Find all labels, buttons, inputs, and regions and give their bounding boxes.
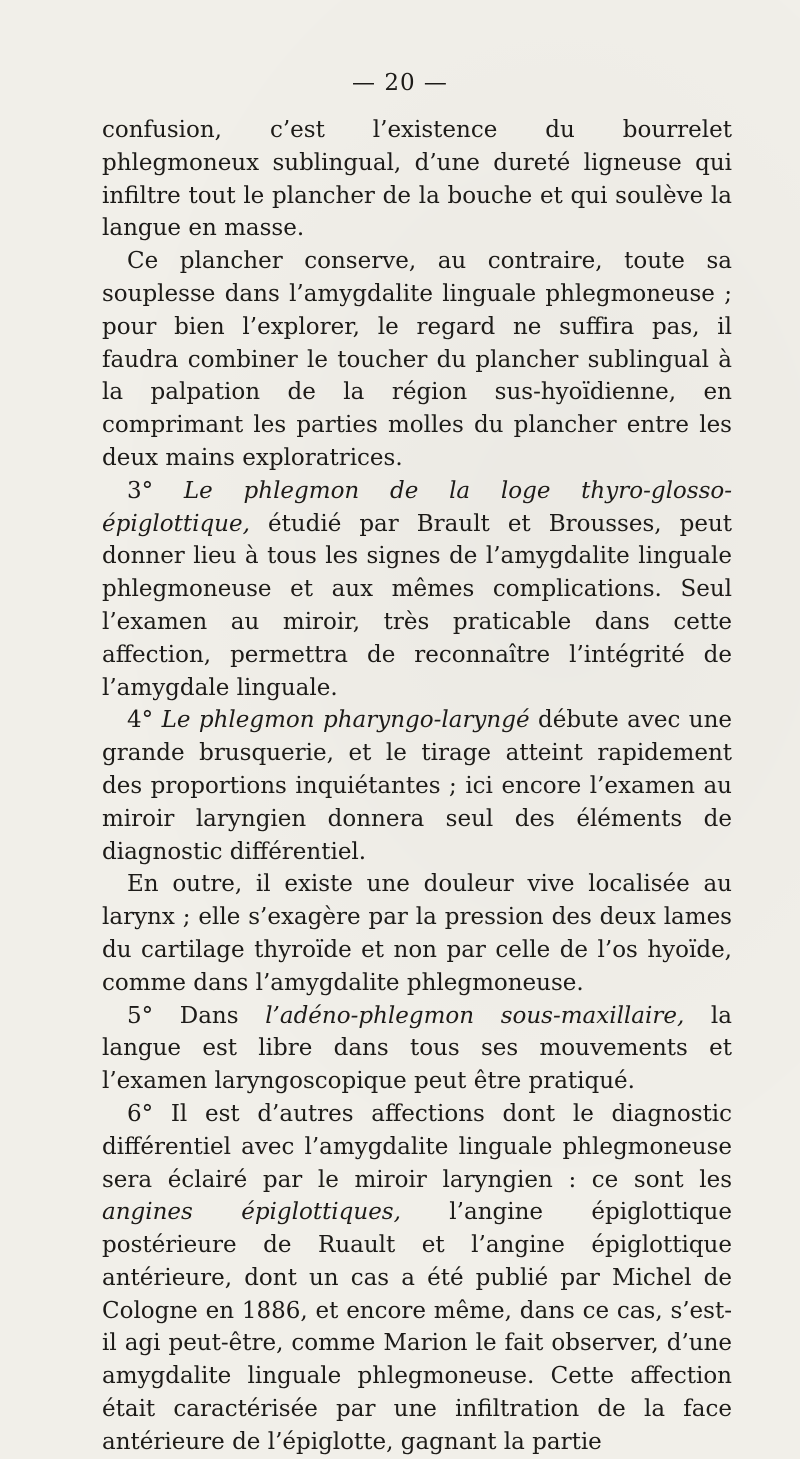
paragraph: [102, 1098, 732, 1459]
text-segment: 5° Dans: [127, 1002, 266, 1029]
body-text: [102, 114, 732, 1459]
paragraph: [102, 475, 732, 705]
text-segment: débute avec une grande brusquerie, et le tirage atteint rapidement des proportions inquiétantes ; ici encore l’examen au miroir laryngien donnera seul des éléments de diagnostic différentiel.: [102, 707, 732, 865]
text-segment: l’angine épiglottique postérieure de Ruault et l’angine épiglottique antérieure, dont un cas a été publié par Michel de Cologne en 1886, et encore même, dans ce cas, s’est-il agi peut-être, comme Marion le fait observer, d’une amygdalite linguale phlegmoneuse. Cette affection était caractérisée par une infiltration de la face antérieure de l’épiglotte, gagnant la partie: [102, 1199, 732, 1455]
text-segment: 6° Il est d’autres affections dont le diagnostic différentiel avec l’amygdalite linguale phlegmoneuse sera éclairé par le miroir laryngien : ce sont les: [102, 1100, 732, 1193]
text-segment: confusion, c’est l’existence du bourrelet phlegmoneux sublingual, d’une dureté ligneuse qui infiltre tout le plancher de la bouche et qui soulève la langue en masse.: [102, 117, 732, 242]
italic-text-segment: l’adéno-phlegmon sous-maxillaire,: [265, 1002, 685, 1029]
italic-text-segment: Le phlegmon de la loge thyro-glosso-épiglottique,: [102, 477, 732, 537]
paragraph: [102, 868, 732, 999]
text-segment: Ce plancher conserve, au contraire, toute sa souplesse dans l’amygdalite linguale phlegmoneuse ; pour bien l’explorer, le regard ne suffira pas, il faudra combiner le toucher du plancher sublingual à la palpation de la région sus-hyoïdienne, en comprimant les parties molles du plancher entre les deux mains exploratrices.: [102, 248, 732, 471]
text-segment: 4°: [127, 707, 162, 734]
text-segment: En outre, il existe une douleur vive localisée au larynx ; elle s’exagère par la pression des deux lames du cartilage thyroïde et non par celle de l’os hyoïde, comme dans l’amygdalite phlegmoneuse.: [102, 871, 732, 996]
paragraph: [102, 245, 732, 475]
paragraph: [102, 114, 732, 245]
text-segment: étudié par Brault et Brousses, peut donner lieu à tous les signes de l’amygdalite linguale phlegmoneuse et aux mêmes complications. Seul l’examen au miroir, très praticable dans cette affection, permettra de reconnaître l’intégrité de l’amygdale linguale.: [102, 510, 732, 701]
text-segment: la langue est libre dans tous ses mouvements et l’examen laryngoscopique peut être pratiqué.: [102, 1002, 732, 1095]
paragraph: [102, 1000, 732, 1098]
italic-text-segment: Le phlegmon pharyngo-laryngé: [161, 707, 530, 734]
paragraph: [102, 704, 732, 868]
page-number: — 20 —: [352, 70, 448, 96]
italic-text-segment: angines épiglottiques,: [102, 1199, 401, 1226]
text-segment: 3°: [127, 477, 184, 504]
